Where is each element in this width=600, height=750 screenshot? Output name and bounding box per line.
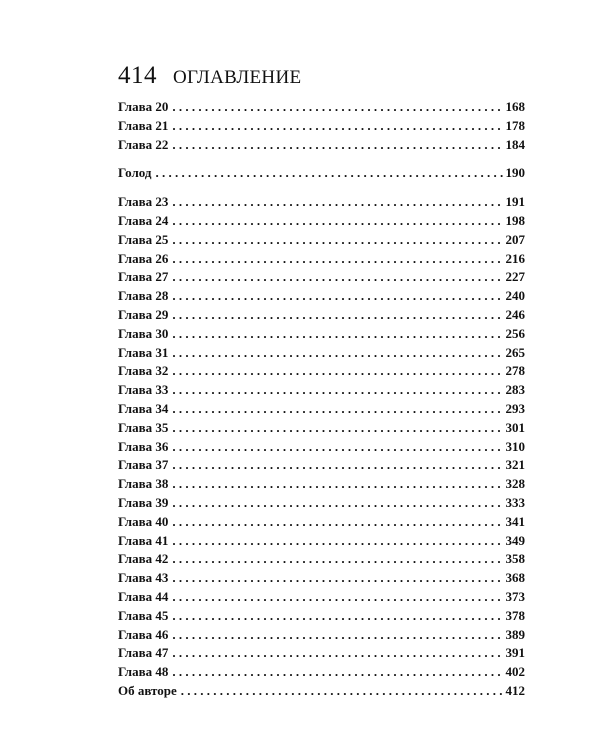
- toc-leader-dots: [172, 381, 503, 400]
- toc-leader-dots: [172, 400, 503, 419]
- toc-leader-dots: [172, 98, 503, 117]
- toc-entry-label: Глава 47: [118, 645, 169, 661]
- toc-entry: [118, 569, 525, 588]
- toc-leader-dots: [172, 475, 503, 494]
- toc-entry-label: Глава 30: [118, 325, 169, 341]
- toc-entry-page: 349: [505, 532, 525, 548]
- toc-entry-page: 190: [505, 165, 525, 181]
- toc-leader-dots: [172, 193, 503, 212]
- toc-leader-dots: [172, 607, 503, 626]
- toc-entry: [118, 212, 525, 231]
- toc-entry-page: 412: [505, 682, 525, 698]
- toc-entry-label: Глава 43: [118, 570, 169, 586]
- toc-entry: [118, 607, 525, 626]
- toc-leader-dots: [172, 306, 503, 325]
- toc-entry: [118, 550, 525, 569]
- toc-entry-label: Глава 39: [118, 494, 169, 510]
- toc-entry: [118, 644, 525, 663]
- toc-entry-label: Глава 22: [118, 136, 169, 152]
- toc-entry-label: Глава 44: [118, 588, 169, 604]
- toc-entry: [118, 250, 525, 269]
- page-number: 414: [118, 62, 157, 89]
- toc-entry: [118, 456, 525, 475]
- toc-entry-page: 373: [505, 588, 525, 604]
- toc-entry-label: Глава 42: [118, 551, 169, 567]
- toc-entry-label: Голод: [118, 165, 152, 181]
- toc-entry-page: 283: [505, 382, 525, 398]
- toc-leader-dots: [172, 250, 503, 269]
- toc-entry: [118, 532, 525, 551]
- toc-leader-dots: [172, 569, 503, 588]
- toc-leader-dots: [172, 513, 503, 532]
- toc-entry-label: Глава 25: [118, 231, 169, 247]
- toc-entry-page: 216: [505, 250, 525, 266]
- toc-leader-dots: [172, 494, 503, 513]
- toc-entry: [118, 513, 525, 532]
- toc-entry-page: 256: [505, 325, 525, 341]
- toc-entry: [118, 325, 525, 344]
- toc-entry-page: 168: [505, 99, 525, 114]
- toc-leader-dots: [172, 136, 503, 155]
- toc-leader-dots: [172, 456, 503, 475]
- toc-leader-dots: [172, 438, 503, 457]
- toc-entry-page: 368: [505, 570, 525, 586]
- toc-entry-label: Глава 29: [118, 306, 169, 322]
- toc-entry-page: 293: [505, 400, 525, 416]
- toc-entry-label: Глава 24: [118, 212, 169, 228]
- toc-entry-page: 265: [505, 344, 525, 360]
- toc-entry: [118, 306, 525, 325]
- toc-entry: [118, 400, 525, 419]
- toc-entry: [118, 344, 525, 363]
- toc-entry-page: 358: [505, 551, 525, 567]
- toc-entry: [118, 164, 525, 183]
- toc-entry-page: 333: [505, 494, 525, 510]
- toc-entry: [118, 419, 525, 438]
- toc-leader-dots: [172, 626, 503, 645]
- toc-entry-label: Глава 41: [118, 532, 169, 548]
- toc-entry-page: 341: [505, 513, 525, 529]
- toc-leader-dots: [172, 287, 503, 306]
- toc-entry-label: Глава 21: [118, 117, 169, 133]
- toc-entry: [118, 98, 525, 117]
- toc-entry-page: 207: [505, 231, 525, 247]
- toc-entry-label: Глава 34: [118, 400, 169, 416]
- toc-entry: [118, 231, 525, 250]
- toc-entry: [118, 663, 525, 682]
- toc-entry: [118, 626, 525, 645]
- toc-entry-label: Глава 27: [118, 269, 169, 285]
- toc-entry: [118, 136, 525, 155]
- toc-entry-label: Глава 37: [118, 457, 169, 473]
- toc-leader-dots: [181, 682, 504, 701]
- toc-leader-dots: [172, 362, 503, 381]
- toc-leader-dots: [155, 164, 503, 183]
- toc-entry-label: Глава 33: [118, 382, 169, 398]
- toc-entry-label: Глава 35: [118, 419, 169, 435]
- toc-leader-dots: [172, 117, 503, 136]
- toc-entry-label: Глава 28: [118, 288, 169, 304]
- toc-entry: [118, 475, 525, 494]
- toc-entry-page: 378: [505, 607, 525, 623]
- toc-leader-dots: [172, 663, 503, 682]
- toc-entry: [118, 117, 525, 136]
- toc-entry-label: Об авторе: [118, 682, 177, 698]
- toc-entry-label: Глава 38: [118, 476, 169, 492]
- toc-entry: [118, 682, 525, 701]
- toc-leader-dots: [172, 268, 503, 287]
- toc-entry-page: 310: [505, 438, 525, 454]
- toc-entry-label: Глава 48: [118, 664, 169, 680]
- toc-entry-page: 191: [505, 194, 525, 210]
- table-of-contents: [118, 98, 525, 701]
- toc-entry-page: 278: [505, 363, 525, 379]
- toc-entry-page: 246: [505, 306, 525, 322]
- toc-entry: [118, 494, 525, 513]
- toc-entry-label: Глава 31: [118, 344, 169, 360]
- toc-entry-page: 391: [505, 645, 525, 661]
- toc-entry-label: Глава 45: [118, 607, 169, 623]
- toc-entry-label: Глава 23: [118, 194, 169, 210]
- toc-entry: [118, 193, 525, 212]
- toc-entry: [118, 588, 525, 607]
- toc-entry-page: 198: [505, 212, 525, 228]
- toc-entry-page: 402: [505, 664, 525, 680]
- toc-entry: [118, 438, 525, 457]
- toc-entry-label: Глава 46: [118, 626, 169, 642]
- toc-entry-label: Глава 40: [118, 513, 169, 529]
- page-title: ОГЛАВЛЕНИЕ: [173, 67, 302, 88]
- toc-entry-page: 321: [505, 457, 525, 473]
- toc-entry-label: Глава 32: [118, 363, 169, 379]
- toc-leader-dots: [172, 588, 503, 607]
- toc-entry-page: 227: [505, 269, 525, 285]
- toc-leader-dots: [172, 344, 503, 363]
- toc-leader-dots: [172, 550, 503, 569]
- toc-leader-dots: [172, 532, 503, 551]
- toc-leader-dots: [172, 419, 503, 438]
- toc-entry-page: 184: [505, 136, 525, 152]
- toc-entry: [118, 381, 525, 400]
- toc-entry-label: Глава 36: [118, 438, 169, 454]
- toc-entry: [118, 268, 525, 287]
- toc-leader-dots: [172, 231, 503, 250]
- toc-entry-label: Глава 20: [118, 99, 169, 114]
- toc-entry-page: 389: [505, 626, 525, 642]
- toc-entry: [118, 362, 525, 381]
- running-header: [118, 62, 301, 90]
- toc-entry-page: 301: [505, 419, 525, 435]
- toc-entry-label: Глава 26: [118, 250, 169, 266]
- toc-entry: [118, 287, 525, 306]
- toc-leader-dots: [172, 212, 503, 231]
- toc-entry-page: 240: [505, 288, 525, 304]
- toc-entry-page: 178: [505, 117, 525, 133]
- toc-entry-page: 328: [505, 476, 525, 492]
- toc-leader-dots: [172, 325, 503, 344]
- toc-leader-dots: [172, 644, 503, 663]
